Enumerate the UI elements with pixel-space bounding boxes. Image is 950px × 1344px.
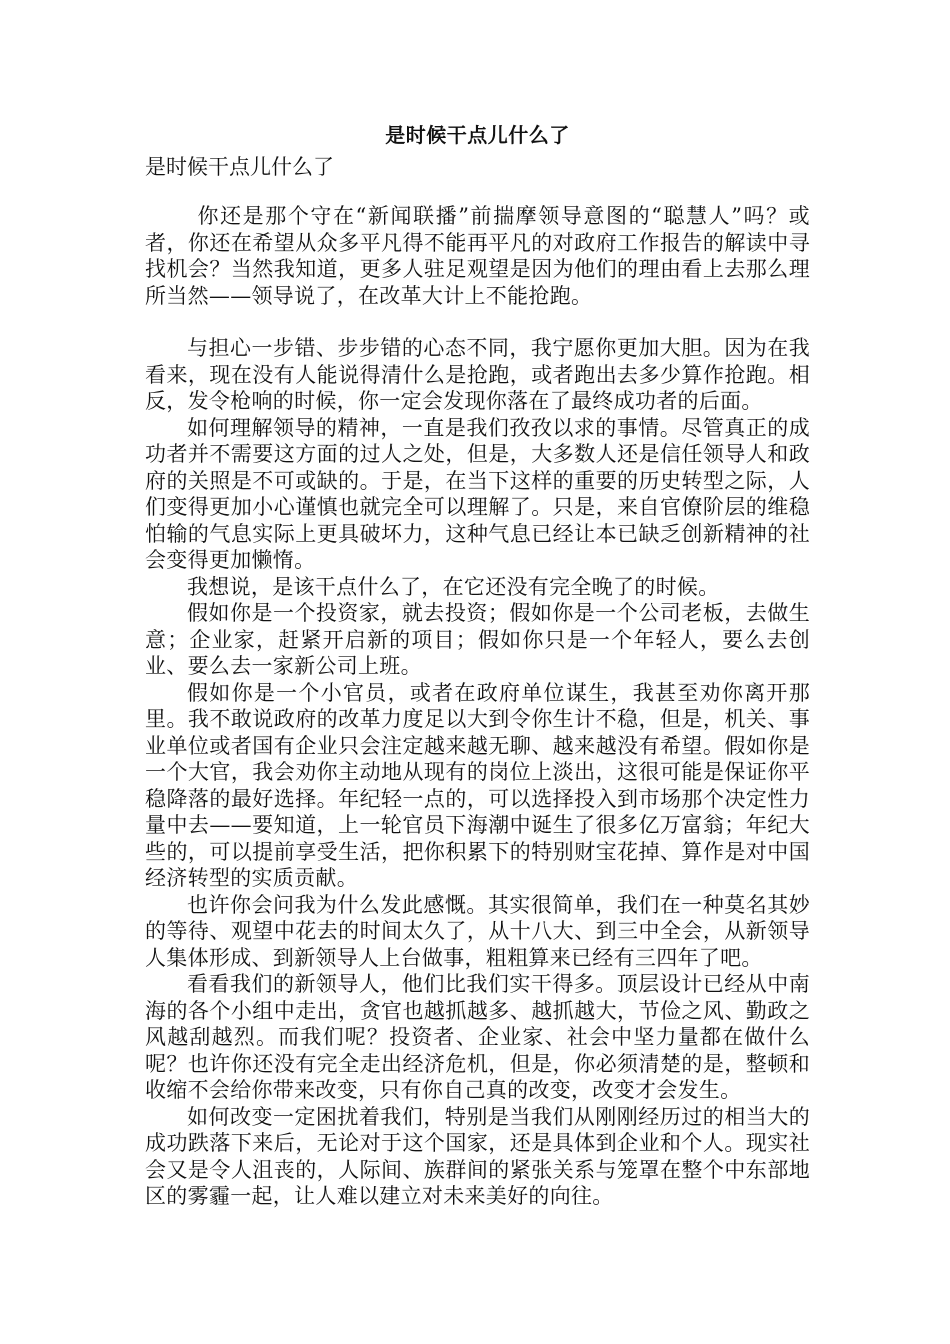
paragraph-8: 看看我们的新领导人，他们比我们实干得多。顶层设计已经从中南海的各个小组中走出，贪官也越抓越多、越抓越大，节俭之风、勤政之风越刮越烈。而我们呢？投资者、企业家、社会中坚力量都在做什么呢？也许你还没有完全走出经济危机，但是，你必须清楚的是，整顿和收缩不会给你带来改变，只有你自己真的改变，改变才会发生。 xyxy=(145,972,810,1102)
paragraph-2: 与担心一步错、步步错的心态不同，我宁愿你更加大胆。因为在我看来，现在没有人能说得清什么是抢跑，或者跑出去多少算作抢跑。相反，发令枪响的时候，你一定会发现你落在了最终成功者的后面。 xyxy=(145,336,810,413)
document-title: 是时候干点儿什么了 xyxy=(385,123,570,147)
paragraph-6: 假如你是一个小官员，或者在政府单位谋生，我甚至劝你离开那里。我不敢说政府的改革力度足以大到令你生计不稳，但是，机关、事业单位或者国有企业只会注定越来越无聊、越来越没有希望。假如你是一个大官，我会劝你主动地从现有的岗位上淡出，这很可能是保证你平稳降落的最好选择。年纪轻一点的，可以选择投入到市场那个决定性力量中去——要知道，上一轮官员下海潮中诞生了很多亿万富翁；年纪大些的，可以提前享受生活，把你积累下的特别财宝花掉、算作是对中国经济转型的实质贡献。 xyxy=(145,680,810,890)
paragraph-spacer xyxy=(145,309,810,335)
paragraph-9: 如何改变一定困扰着我们，特别是当我们从刚刚经历过的相当大的成功跌落下来后，无论对于这个国家，还是具体到企业和个人。现实社会又是令人沮丧的，人际间、族群间的紧张关系与笼罩在整个中东部地区的雾霾一起，让人难以建立对未来美好的向往。 xyxy=(145,1104,810,1208)
paragraph-7: 也许你会问我为什么发此感慨。其实很简单，我们在一种莫名其妙的等待、观望中花去的时间太久了，从十八大、到三中全会，从新领导人集体形成、到新领导人上台做事，粗粗算来已经有三四年了吧。 xyxy=(145,892,810,970)
document-subtitle: 是时候干点儿什么了 xyxy=(145,155,334,179)
paragraph-4: 我想说，是该干点什么了，在它还没有完全晚了的时候。 xyxy=(187,574,720,599)
paragraph-1: 你还是那个守在“新闻联播”前揣摩领导意图的“聪慧人”吗？或者，你还在希望从众多平凡得不能再平凡的对政府工作报告的解读中寻找机会？当然我知道，更多人驻足观望是因为他们的理由看上去那么理所当然——领导说了，在改革大计上不能抢跑。 xyxy=(145,204,810,308)
paragraph-5: 假如你是一个投资家，就去投资；假如你是一个公司老板，去做生意；企业家，赶紧开启新的项目；假如你只是一个年轻人，要么去创业、要么去一家新公司上班。 xyxy=(145,601,810,678)
document-page xyxy=(145,118,810,1210)
paragraph-3: 如何理解领导的精神，一直是我们孜孜以求的事情。尽管真正的成功者并不需要这方面的过人之处，但是，大多数人还是信任领导人和政府的关照是不可或缺的。于是，在当下这样的重要的历史转型之际，人们变得更加小心谨慎也就完全可以理解了。只是，来自官僚阶层的维稳怕输的气息实际上更具破坏力，这种气息已经让本已缺乏创新精神的社会变得更加懒惰。 xyxy=(145,415,810,572)
